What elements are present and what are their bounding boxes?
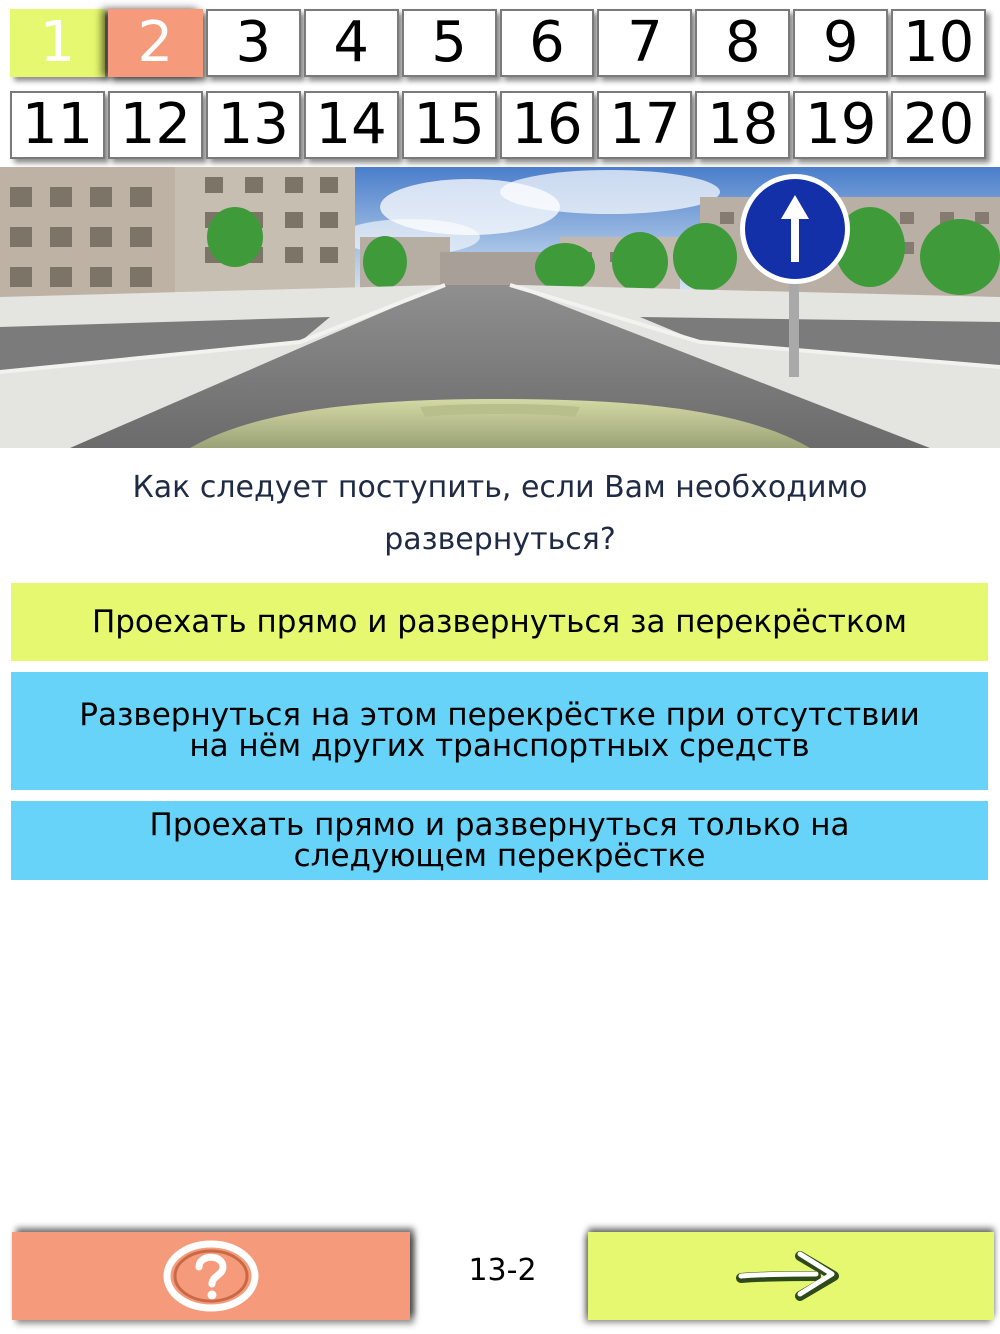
question-number-8[interactable]: 8 [695, 9, 790, 77]
question-row-1 [10, 9, 986, 77]
question-number-5[interactable]: 5 [402, 9, 497, 77]
question-number-19[interactable]: 19 [793, 91, 888, 159]
question-number-14[interactable]: 14 [304, 91, 399, 159]
answer-option-2[interactable] [11, 672, 988, 790]
question-number-16[interactable]: 16 [500, 91, 595, 159]
question-number-12[interactable]: 12 [108, 91, 203, 159]
question-number-13[interactable]: 13 [206, 91, 301, 159]
question-number-1[interactable]: 1 [10, 9, 105, 77]
question-number-20[interactable]: 20 [891, 91, 986, 159]
ticket-number: 13-2 [468, 1253, 537, 1288]
question-number-18[interactable]: 18 [695, 91, 790, 159]
question-number-4[interactable]: 4 [304, 9, 399, 77]
answer-option-3[interactable] [11, 801, 988, 880]
question-number-7[interactable]: 7 [597, 9, 692, 77]
road-scene [0, 167, 1000, 448]
answer-option-2-label: Развернуться на этом перекрёстке при отсутствии на нём других транспортных средств [79, 697, 920, 764]
question-illustration [0, 167, 1000, 448]
question-number-2[interactable]: 2 [108, 9, 203, 77]
question-number-3[interactable]: 3 [206, 9, 301, 77]
answer-option-1[interactable] [11, 583, 988, 661]
arrow-right-icon [736, 1246, 846, 1306]
question-number-9[interactable]: 9 [793, 9, 888, 77]
answer-option-1-label: Проехать прямо и развернуться за перекрёстком [91, 603, 908, 640]
question-row-2 [10, 91, 986, 159]
question-number-17[interactable]: 17 [597, 91, 692, 159]
question-number-10[interactable]: 10 [891, 9, 986, 77]
question-number-15[interactable]: 15 [402, 91, 497, 159]
hint-button[interactable] [12, 1232, 410, 1320]
question-number-11[interactable]: 11 [10, 91, 105, 159]
question-number-6[interactable]: 6 [500, 9, 595, 77]
next-button[interactable] [588, 1232, 994, 1320]
question-navigator [10, 9, 986, 159]
question-mark-icon [161, 1238, 261, 1314]
answer-option-3-label: Проехать прямо и развернуться только на следующем перекрёстке [149, 806, 850, 874]
question-text: Как следует поступить, если Вам необходимо развернуться? [132, 470, 868, 557]
